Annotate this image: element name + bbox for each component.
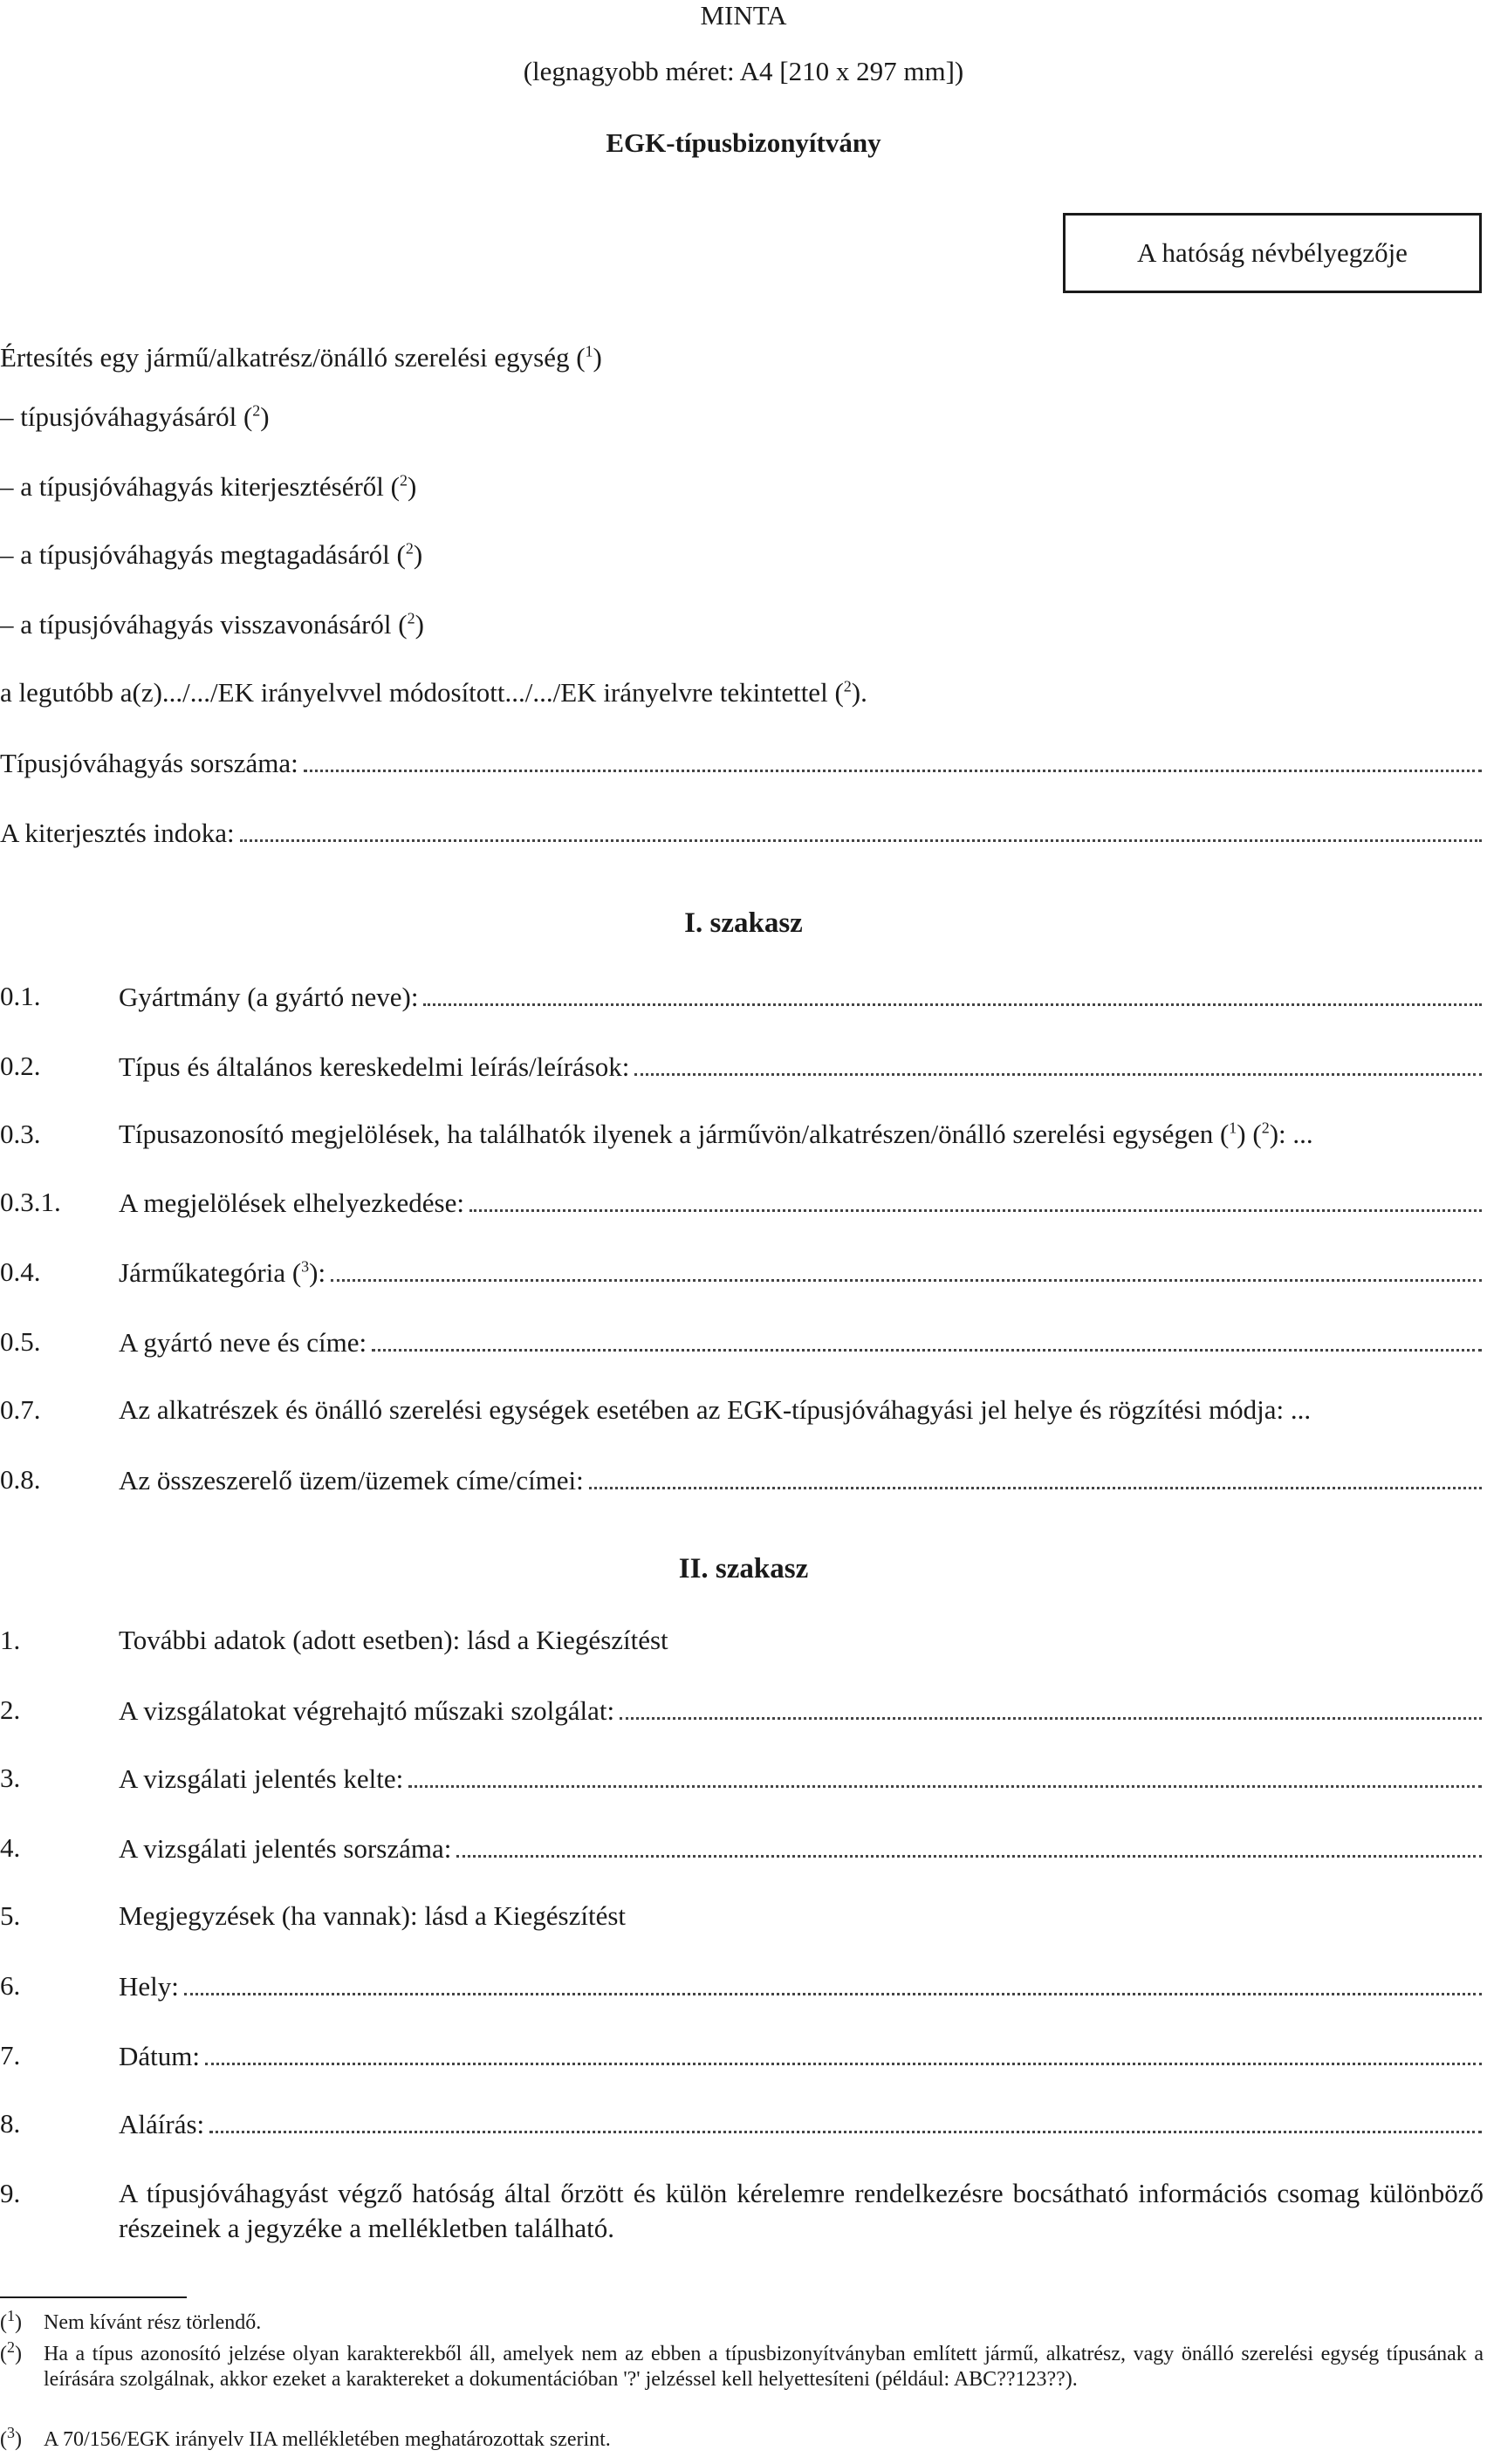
item-text: A vizsgálati jelentés sorszáma: [119, 1833, 452, 1864]
fill-in-dots [620, 1693, 1482, 1720]
footnote-ref: 2 [405, 539, 414, 558]
item-0-7 [119, 1393, 1484, 1427]
item-text: A megjelölések elhelyezkedése: [119, 1188, 464, 1218]
option-text: – a típusjóváhagyás visszavonásáról [0, 609, 392, 640]
approval-number-field [0, 745, 1484, 780]
footnote-ref: 2 [407, 609, 415, 627]
option-line: – a típusjóváhagyás kiterjesztéséről ($^2$) [0, 471, 417, 502]
item-number: 1. [0, 1625, 21, 1655]
option-text: – típusjóváhagyásáról [0, 401, 237, 432]
footnote-mark: ($^2$) [0, 2338, 22, 2365]
item-text: Típusazonosító megjelölések, ha találhatók ilyenek a járművön/alkatrészen/önálló szerelési egységen [119, 1119, 1214, 1149]
item-number: 4. [0, 1832, 21, 1863]
document-title: EGK-típusbizonyítvány [606, 127, 881, 158]
item-text: Dátum: [119, 2041, 200, 2071]
item-number: 9. [0, 2178, 21, 2208]
footnote-ref: 3 [301, 1257, 310, 1276]
item-text: Típus és általános kereskedelmi leírás/leírások: [119, 1051, 630, 1082]
fill-in-dots [304, 745, 1482, 772]
extension-reason-label: A kiterjesztés indoka: [0, 818, 235, 848]
item-0-2 [119, 1049, 1484, 1084]
footnote-text: A 70/156/EGK irányelv IIA mellékletében meghatározottak szerint. [44, 2428, 611, 2451]
item-tail: : ... [1278, 1119, 1313, 1149]
item-number: 0.2. [0, 1051, 41, 1081]
item-number: 0.1. [0, 981, 41, 1011]
footnote-1 [0, 2307, 1484, 2337]
item-text: A gyártó neve és címe: [119, 1327, 367, 1358]
item-number: 2. [0, 1694, 21, 1725]
approval-number-label: Típusjóváhagyás sorszáma: [0, 748, 298, 778]
option-text: – a típusjóváhagyás kiterjesztéséről [0, 471, 384, 502]
item-number: 0.5. [0, 1326, 41, 1357]
option-line: – típusjóváhagyásáról ($^2$) [0, 401, 270, 432]
footnote-ref: 2 [399, 471, 408, 489]
footnote-number: 3 [7, 2424, 15, 2441]
item-number: 0.7. [0, 1394, 41, 1425]
minta-heading: MINTA [700, 0, 787, 31]
fill-in-dots [423, 979, 1482, 1006]
item-number: 3. [0, 1762, 21, 1793]
footnote-text: Ha a típus azonosító jelzése olyan karakterekből áll, amelyek nem az ebben a típusbizonyítványban említett jármű, alkatrész, vagy önálló szerelési egység típusának a leírására szolgálnak, akkor ezeket a karaktereket a dokumentációban '?' jelzéssel kell helyettesíteni (például: ABC??123??). [44, 2343, 1484, 2391]
item-number: 0.3. [0, 1119, 41, 1149]
footnote-number: 1 [7, 2307, 15, 2324]
item-8 [119, 2106, 1484, 2141]
fill-in-dots [469, 1185, 1482, 1212]
item-text: Gyártmány (a gyártó neve): [119, 982, 419, 1012]
fill-in-dots [205, 2038, 1482, 2065]
footnote-rule [0, 2296, 187, 2298]
item-number: 8. [0, 2108, 21, 2139]
fill-in-dots [456, 1831, 1482, 1858]
footnote-ref: 2 [1261, 1119, 1270, 1137]
footnote-ref: 1 [1229, 1119, 1237, 1137]
item-number: 7. [0, 2040, 21, 2070]
directive-line: a legutóbb a(z).../.../EK irányelvvel módosított.../.../EK irányelvre tekintettel ($^2$). [0, 677, 867, 708]
item-text: Aláírás: [119, 2109, 205, 2139]
item-text: Megjegyzések (ha vannak): lásd a Kiegészítést [119, 1900, 627, 1931]
item-number: 5. [0, 1900, 21, 1931]
stamp-box-label: A hatóság névbélyegzője [1137, 237, 1408, 268]
fill-in-dots [331, 1255, 1482, 1282]
fill-in-dots [372, 1324, 1482, 1352]
item-4 [119, 1831, 1484, 1865]
item-text: Hely: [119, 1971, 179, 2002]
section-1-title: I. szakasz [684, 907, 803, 939]
item-3 [119, 1761, 1484, 1796]
authority-stamp-box [1063, 213, 1482, 293]
notification-text: Értesítés egy jármű/alkatrész/önálló szerelési egység [0, 342, 570, 373]
item-number: 0.8. [0, 1464, 41, 1495]
item-2 [119, 1693, 1484, 1728]
item-0-5 [119, 1324, 1484, 1359]
extension-reason-field [0, 815, 1484, 850]
directive-text: a legutóbb a(z).../.../EK irányelvvel módosított.../.../EK irányelvre tekintettel [0, 677, 828, 708]
item-number: 0.4. [0, 1256, 41, 1287]
footnote-3 [0, 2424, 1484, 2454]
item-0-1 [119, 979, 1484, 1014]
item-number: 0.3.1. [0, 1187, 61, 1217]
fill-in-dots [408, 1761, 1482, 1788]
item-text: A vizsgálati jelentés kelte: [119, 1763, 404, 1794]
footnote-2 [0, 2338, 1484, 2420]
item-5 [119, 1899, 1484, 1934]
option-text: – a típusjóváhagyás megtagadásáról [0, 539, 390, 570]
fill-in-dots [240, 815, 1482, 842]
item-text: A vizsgálatokat végrehajtó műszaki szolgálat: [119, 1695, 615, 1726]
option-line: – a típusjóváhagyás visszavonásáról ($^2$) [0, 609, 424, 640]
item-text-line: Típusazonosító megjelölések, ha találhatók ilyenek a járművön/alkatrészen/önálló szerelési egységen ($^1$) ($^2$): ... [119, 1119, 1313, 1149]
fill-in-dots [634, 1049, 1482, 1076]
item-6 [119, 1968, 1484, 2003]
item-9: A típusjóváhagyást végző hatóság által őrzött és külön kérelemre rendelkezésre bocsátható információs csomag különböző részeinek a jegyzéke a mellékletben található. [119, 2178, 1484, 2243]
item-0-3 [119, 1117, 1484, 1152]
fill-in-dots [209, 2106, 1482, 2133]
item-text-line: Járműkategória ($^3$): [119, 1257, 326, 1288]
size-note: (legnagyobb méret: A4 [210 x 297 mm]) [523, 56, 964, 86]
item-0-3-1 [119, 1185, 1484, 1220]
footnote-ref: 2 [843, 677, 852, 695]
footnote-mark: ($^3$) [0, 2424, 22, 2451]
footnote-text: Nem kívánt rész törlendő. [44, 2311, 262, 2334]
item-text: További adatok (adott esetben): lásd a Kiegészítést [119, 1625, 668, 1655]
item-text: Az összeszerelő üzem/üzemek címe/címei: [119, 1465, 584, 1496]
section-2-title: II. szakasz [678, 1553, 809, 1584]
item-0-4 [119, 1255, 1484, 1290]
footnote-ref: 1 [585, 342, 593, 360]
notification-line: Értesítés egy jármű/alkatrész/önálló szerelési egység ($^1$) [0, 342, 602, 373]
footnote-ref: 2 [252, 401, 261, 420]
item-text: Járműkategória [119, 1257, 286, 1288]
item-0-8 [119, 1462, 1484, 1497]
fill-in-dots [589, 1462, 1482, 1489]
item-number: 6. [0, 1970, 21, 2001]
item-7 [119, 2038, 1484, 2073]
item-tail: : [318, 1257, 326, 1288]
footnote-number: 2 [7, 2338, 15, 2356]
fill-in-dots [184, 1968, 1482, 1995]
footnote-mark: ($^1$) [0, 2307, 22, 2334]
item-1 [119, 1623, 1484, 1658]
item-text: Az alkatrészek és önálló szerelési egységek esetében az EGK-típusjóváhagyási jel helye és rögzítési módja: ... [119, 1394, 1312, 1425]
option-line: – a típusjóváhagyás megtagadásáról ($^2$) [0, 539, 423, 570]
